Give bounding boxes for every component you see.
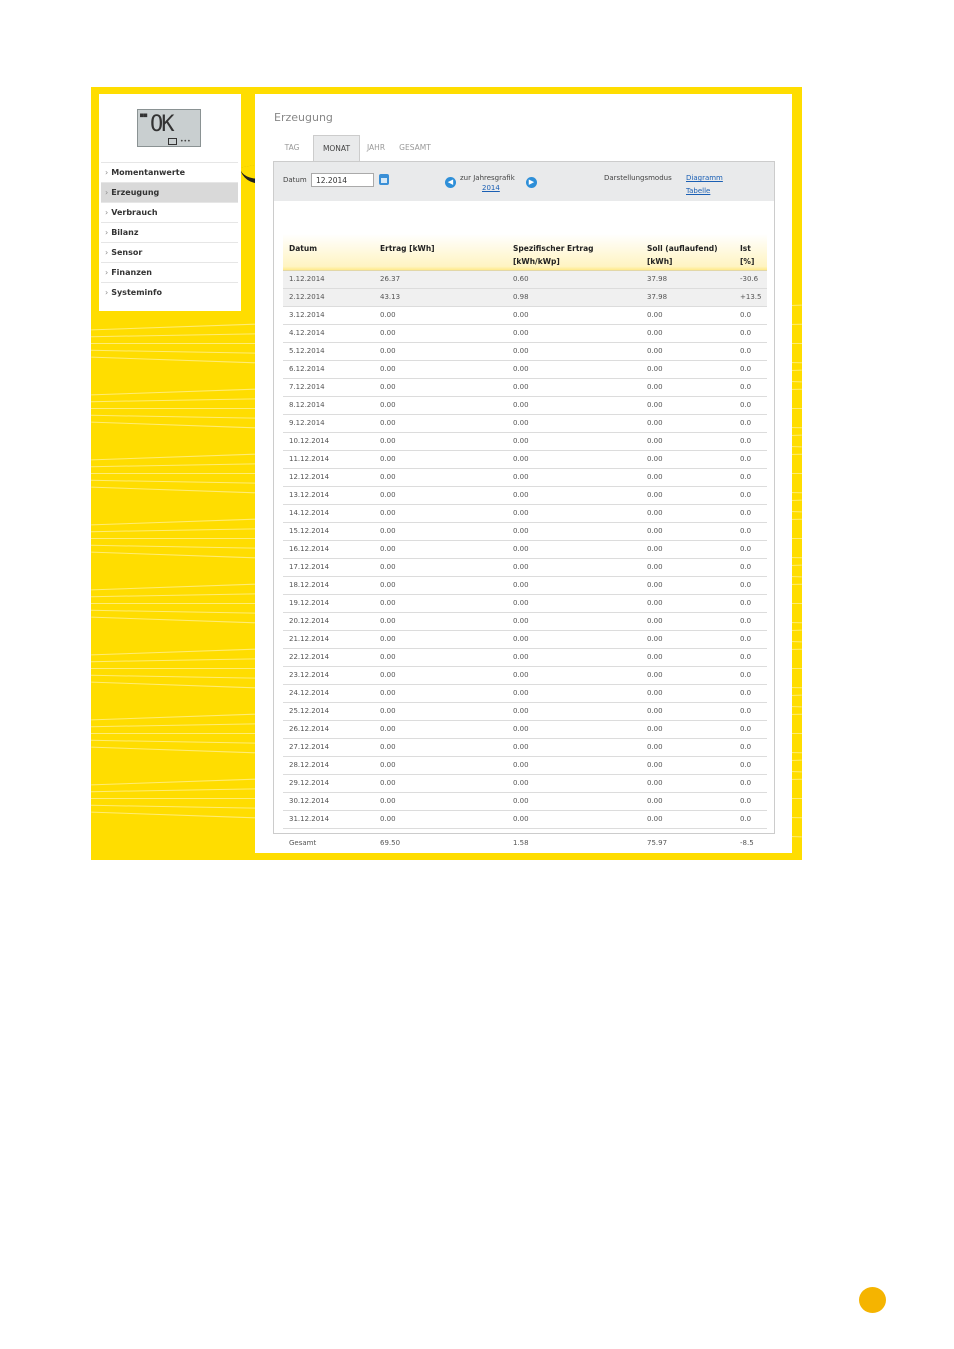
table-row <box>283 595 767 613</box>
table-cell: 0.0 <box>740 797 752 805</box>
table-cell: 0.00 <box>647 455 663 463</box>
jahresgrafik-label: zur Jahresgrafik <box>460 174 515 182</box>
sidebar-item-label: Bilanz <box>111 228 139 237</box>
table-cell: 8.12.2014 <box>289 401 325 409</box>
table-cell: 0.0 <box>740 509 752 517</box>
table-cell: 0.00 <box>380 815 396 823</box>
table-cell: 0.00 <box>647 329 663 337</box>
table-cell: 43.13 <box>380 293 401 301</box>
table-cell: 3.12.2014 <box>289 311 325 319</box>
table-cell: 10.12.2014 <box>289 437 330 445</box>
table-cell: 12.12.2014 <box>289 473 330 481</box>
table-cell: 16.12.2014 <box>289 545 330 553</box>
table-cell: 1.12.2014 <box>289 275 325 283</box>
sidebar-item-label: Erzeugung <box>111 188 160 197</box>
table-cell: 0.00 <box>380 527 396 535</box>
table-row <box>283 739 767 757</box>
table-row <box>283 613 767 631</box>
table-cell: 0.0 <box>740 581 752 589</box>
table-cell: 26.12.2014 <box>289 725 330 733</box>
data-panel <box>273 161 775 847</box>
table-cell: 0.00 <box>647 491 663 499</box>
table-cell: 0.0 <box>740 329 752 337</box>
table-cell: 0.0 <box>740 545 752 553</box>
table-cell: 0.00 <box>513 545 529 553</box>
table-row <box>283 325 767 343</box>
table-cell: 0.00 <box>647 725 663 733</box>
table-cell: 0.00 <box>647 509 663 517</box>
mode-diagramm-link[interactable]: Diagramm <box>686 174 723 182</box>
header-ist: Ist [%] <box>740 244 755 266</box>
mode-tabelle-link[interactable]: Tabelle <box>686 187 711 195</box>
table-cell: 0.00 <box>380 653 396 661</box>
table-cell: 0.00 <box>380 347 396 355</box>
table-cell: 31.12.2014 <box>289 815 330 823</box>
table-cell: 0.00 <box>380 761 396 769</box>
table-row <box>283 343 767 361</box>
table-cell: 0.00 <box>647 383 663 391</box>
table-cell: 0.0 <box>740 455 752 463</box>
table-cell: 0.0 <box>740 527 752 535</box>
sidebar-item-verbrauch[interactable] <box>101 202 238 222</box>
table-row <box>283 577 767 595</box>
chevron-right-icon: › <box>105 248 109 257</box>
sidebar-item-erzeugung[interactable] <box>101 182 238 202</box>
chevron-right-icon: › <box>105 168 109 177</box>
chevron-right-icon: › <box>105 208 109 217</box>
total-cell: Gesamt <box>289 839 317 847</box>
total-cell: 1.58 <box>513 839 529 847</box>
table-cell: 0.00 <box>513 743 529 751</box>
sidebar-item-label: Finanzen <box>111 268 152 277</box>
page-marker-dot <box>859 1287 886 1313</box>
table-cell: 37.98 <box>647 293 668 301</box>
table-cell: 23.12.2014 <box>289 671 330 679</box>
table-cell: 0.0 <box>740 401 752 409</box>
table-row <box>283 811 767 829</box>
table-cell: 0.00 <box>647 527 663 535</box>
page-title: Erzeugung <box>274 111 333 124</box>
table-cell: 15.12.2014 <box>289 527 330 535</box>
table-cell: 28.12.2014 <box>289 761 330 769</box>
table-cell: 0.0 <box>740 347 752 355</box>
display-mode-icon: ■■ <box>140 112 148 119</box>
table-cell: 0.0 <box>740 779 752 787</box>
sidebar-item-label: Sensor <box>111 248 143 257</box>
table-cell: 0.00 <box>513 527 529 535</box>
table-row <box>283 793 767 811</box>
table-row <box>283 487 767 505</box>
yield-table <box>283 234 767 853</box>
table-cell: 0.00 <box>513 473 529 481</box>
table-cell: 0.00 <box>513 311 529 319</box>
chevron-right-icon: › <box>105 268 109 277</box>
table-cell: 2.12.2014 <box>289 293 325 301</box>
table-cell: 0.00 <box>513 815 529 823</box>
sidebar-item-label: Verbrauch <box>111 208 158 217</box>
status-display-text: OK <box>150 112 173 137</box>
table-cell: 0.0 <box>740 437 752 445</box>
table-cell: 0.00 <box>513 581 529 589</box>
jahresgrafik-year-link[interactable]: 2014 <box>482 184 500 192</box>
total-cell: -8.5 <box>740 839 754 847</box>
table-cell: 0.0 <box>740 653 752 661</box>
header-spez-ertrag: Spezifischer Ertrag [kWh/kWp] <box>513 244 594 266</box>
table-cell: 0.00 <box>513 383 529 391</box>
table-cell: 13.12.2014 <box>289 491 330 499</box>
table-cell: 0.00 <box>647 653 663 661</box>
table-row <box>283 451 767 469</box>
main-content <box>255 94 792 853</box>
table-cell: +13.5 <box>740 293 762 301</box>
table-cell: 0.00 <box>513 419 529 427</box>
sidebar-item-systeminfo[interactable] <box>101 282 238 302</box>
table-cell: 0.00 <box>513 455 529 463</box>
total-cell: 75.97 <box>647 839 668 847</box>
table-cell: 0.00 <box>380 581 396 589</box>
table-cell: 0.00 <box>513 347 529 355</box>
table-row <box>283 379 767 397</box>
table-cell: 0.0 <box>740 383 752 391</box>
table-cell: 0.00 <box>380 779 396 787</box>
calendar-icon[interactable] <box>379 174 389 185</box>
table-cell: 18.12.2014 <box>289 581 330 589</box>
table-cell: 24.12.2014 <box>289 689 330 697</box>
header-soll: Soll (auflaufend) [kWh] <box>647 244 718 266</box>
table-cell: 0.00 <box>380 437 396 445</box>
table-cell: 0.00 <box>380 635 396 643</box>
table-row <box>283 541 767 559</box>
table-cell: 0.00 <box>380 329 396 337</box>
table-cell: 4.12.2014 <box>289 329 325 337</box>
table-cell: 0.00 <box>513 329 529 337</box>
table-cell: 0.0 <box>740 473 752 481</box>
table-cell: 0.0 <box>740 689 752 697</box>
tab-tag[interactable]: TAG <box>284 143 300 152</box>
table-cell: 0.00 <box>513 509 529 517</box>
table-cell: 0.00 <box>647 761 663 769</box>
table-cell: 0.0 <box>740 365 752 373</box>
table-row <box>283 685 767 703</box>
table-cell: 0.00 <box>380 725 396 733</box>
table-row <box>283 361 767 379</box>
tab-gesamt[interactable]: GESAMT <box>399 143 431 152</box>
table-cell: 0.00 <box>647 599 663 607</box>
table-cell: 0.00 <box>513 689 529 697</box>
table-cell: 0.00 <box>513 635 529 643</box>
table-header <box>283 234 767 271</box>
table-cell: 0.0 <box>740 725 752 733</box>
table-cell: 27.12.2014 <box>289 743 330 751</box>
toolbar <box>274 162 774 201</box>
chevron-right-icon: › <box>105 228 109 237</box>
table-cell: 29.12.2014 <box>289 779 330 787</box>
header-datum: Datum <box>289 244 318 253</box>
table-cell: 0.00 <box>380 383 396 391</box>
table-cell: 0.00 <box>380 689 396 697</box>
table-row <box>283 523 767 541</box>
chevron-right-icon: › <box>105 288 109 297</box>
table-body <box>283 271 767 829</box>
sidebar-item-bilanz[interactable] <box>101 222 238 242</box>
sidebar-item-label: Systeminfo <box>111 288 162 297</box>
sidebar-item-momentanwerte[interactable] <box>101 162 238 182</box>
table-cell: 0.0 <box>740 311 752 319</box>
table-row <box>283 667 767 685</box>
table-cell: 0.00 <box>380 401 396 409</box>
table-cell: 0.60 <box>513 275 529 283</box>
table-cell: 0.00 <box>647 437 663 445</box>
table-row <box>283 433 767 451</box>
table-cell: 0.0 <box>740 635 752 643</box>
table-cell: 25.12.2014 <box>289 707 330 715</box>
table-row <box>283 397 767 415</box>
table-row <box>283 649 767 667</box>
table-row <box>283 703 767 721</box>
table-cell: 0.98 <box>513 293 529 301</box>
table-cell: 0.00 <box>513 563 529 571</box>
table-cell: 19.12.2014 <box>289 599 330 607</box>
table-cell: 0.00 <box>380 617 396 625</box>
table-cell: 11.12.2014 <box>289 455 330 463</box>
table-cell: 0.0 <box>740 707 752 715</box>
table-row <box>283 721 767 739</box>
table-cell: 0.00 <box>513 797 529 805</box>
next-arrow-icon[interactable]: ▶ <box>526 177 537 188</box>
table-cell: 0.00 <box>380 491 396 499</box>
tab-monat[interactable]: MONAT <box>313 135 360 161</box>
table-cell: 0.00 <box>647 581 663 589</box>
table-cell: -30.6 <box>740 275 759 283</box>
table-cell: 0.0 <box>740 743 752 751</box>
table-cell: 0.00 <box>647 473 663 481</box>
table-row <box>283 775 767 793</box>
table-cell: 37.98 <box>647 275 668 283</box>
table-cell: 0.00 <box>513 491 529 499</box>
table-cell: 0.00 <box>647 311 663 319</box>
table-cell: 0.00 <box>380 599 396 607</box>
table-cell: 0.00 <box>513 779 529 787</box>
tab-jahr[interactable]: JAHR <box>366 143 386 152</box>
table-cell: 0.0 <box>740 671 752 679</box>
table-cell: 0.0 <box>740 491 752 499</box>
datum-input[interactable]: 12.2014 <box>311 173 374 187</box>
table-cell: 0.00 <box>647 635 663 643</box>
table-cell: 0.00 <box>380 509 396 517</box>
total-cell: 69.50 <box>380 839 401 847</box>
table-row <box>283 559 767 577</box>
table-cell: 0.0 <box>740 599 752 607</box>
table-cell: 0.00 <box>380 455 396 463</box>
table-cell: 0.00 <box>647 779 663 787</box>
table-cell: 0.00 <box>647 419 663 427</box>
table-cell: 0.00 <box>647 347 663 355</box>
table-total-row <box>283 829 767 853</box>
table-row <box>283 631 767 649</box>
table-cell: 5.12.2014 <box>289 347 325 355</box>
table-cell: 0.00 <box>513 671 529 679</box>
table-row <box>283 469 767 487</box>
darstellungsmodus-label: Darstellungsmodus <box>604 174 672 182</box>
table-cell: 0.0 <box>740 617 752 625</box>
sidebar <box>99 94 241 311</box>
sidebar-item-sensor[interactable] <box>101 242 238 262</box>
table-cell: 0.00 <box>513 761 529 769</box>
table-row <box>283 307 767 325</box>
table-cell: 30.12.2014 <box>289 797 330 805</box>
datum-label: Datum <box>283 176 307 184</box>
table-cell: 0.00 <box>380 671 396 679</box>
table-cell: 0.00 <box>647 707 663 715</box>
table-cell: 9.12.2014 <box>289 419 325 427</box>
table-cell: 0.00 <box>647 815 663 823</box>
table-row <box>283 289 767 307</box>
table-cell: 0.00 <box>513 365 529 373</box>
table-cell: 26.37 <box>380 275 401 283</box>
table-cell: 0.00 <box>380 743 396 751</box>
table-row <box>283 271 767 289</box>
sidebar-nav <box>101 162 238 302</box>
table-cell: 0.00 <box>647 671 663 679</box>
table-cell: 0.00 <box>380 545 396 553</box>
table-row <box>283 757 767 775</box>
table-cell: 0.00 <box>380 311 396 319</box>
battery-icon <box>168 138 177 145</box>
table-cell: 0.00 <box>513 599 529 607</box>
status-display <box>137 109 201 147</box>
table-cell: 0.00 <box>513 725 529 733</box>
table-cell: 0.0 <box>740 761 752 769</box>
table-cell: 0.00 <box>380 419 396 427</box>
dots-icon: ••• <box>180 138 191 145</box>
table-cell: 0.00 <box>647 797 663 805</box>
table-cell: 0.00 <box>647 743 663 751</box>
table-cell: 0.00 <box>380 473 396 481</box>
table-cell: 14.12.2014 <box>289 509 330 517</box>
table-cell: 0.00 <box>647 689 663 697</box>
table-cell: 0.00 <box>380 797 396 805</box>
table-row <box>283 505 767 523</box>
table-cell: 22.12.2014 <box>289 653 330 661</box>
table-cell: 0.00 <box>647 545 663 553</box>
sidebar-item-finanzen[interactable] <box>101 262 238 282</box>
table-cell: 0.00 <box>647 617 663 625</box>
table-cell: 0.00 <box>380 707 396 715</box>
table-cell: 17.12.2014 <box>289 563 330 571</box>
table-cell: 0.0 <box>740 419 752 427</box>
table-cell: 7.12.2014 <box>289 383 325 391</box>
table-cell: 0.00 <box>513 401 529 409</box>
table-cell: 20.12.2014 <box>289 617 330 625</box>
table-cell: 0.0 <box>740 563 752 571</box>
chevron-right-icon: › <box>105 188 109 197</box>
table-row <box>283 415 767 433</box>
table-cell: 0.00 <box>647 401 663 409</box>
table-cell: 0.00 <box>380 365 396 373</box>
prev-arrow-icon[interactable]: ◀ <box>445 177 456 188</box>
sidebar-item-label: Momentanwerte <box>111 168 186 177</box>
table-cell: 0.00 <box>513 653 529 661</box>
table-cell: 0.00 <box>513 617 529 625</box>
table-cell: 0.00 <box>513 707 529 715</box>
table-cell: 6.12.2014 <box>289 365 325 373</box>
table-cell: 0.00 <box>513 437 529 445</box>
table-cell: 0.00 <box>647 365 663 373</box>
table-cell: 21.12.2014 <box>289 635 330 643</box>
table-cell: 0.00 <box>647 563 663 571</box>
table-cell: 0.0 <box>740 815 752 823</box>
header-ertrag: Ertrag [kWh] <box>380 244 435 253</box>
table-cell: 0.00 <box>380 563 396 571</box>
